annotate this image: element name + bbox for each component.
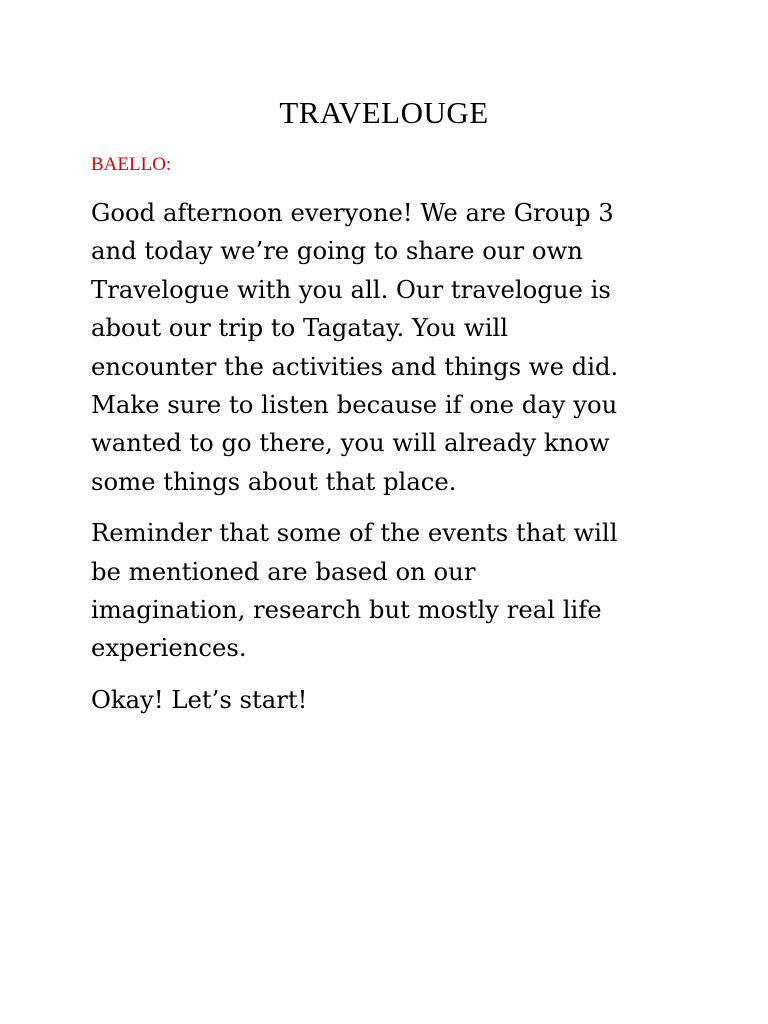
text-line: Good afternoon everyone! We are Group 3 — [91, 198, 614, 227]
paragraph-intro — [91, 194, 691, 501]
text-line: some things about that place. — [91, 466, 457, 496]
document-title: TRAVELOUGE — [279, 95, 489, 130]
text-line: be mentioned are based on our — [91, 556, 476, 586]
text-line: encounter the activities and things we did. — [91, 351, 619, 381]
text-line: Travelogue with you all. Our travelogue is — [91, 274, 611, 304]
text-line: Make sure to listen because if one day you — [91, 390, 618, 420]
document-body — [91, 194, 691, 719]
text-line: Reminder that some of the events that will — [91, 518, 618, 548]
speaker-label: BAELLO: — [91, 154, 172, 175]
text-line: Okay! Let’s start! — [91, 684, 308, 714]
paragraph-start — [91, 681, 691, 719]
text-line: imagination, research but mostly real life — [91, 595, 602, 625]
text-line: and today we’re going to share our own — [91, 236, 583, 266]
paragraph-reminder — [91, 514, 691, 668]
text-line: experiences. — [91, 633, 247, 663]
text-line: wanted to go there, you will already know — [91, 428, 610, 458]
text-line: about our trip to Tagatay. You will — [91, 313, 509, 343]
